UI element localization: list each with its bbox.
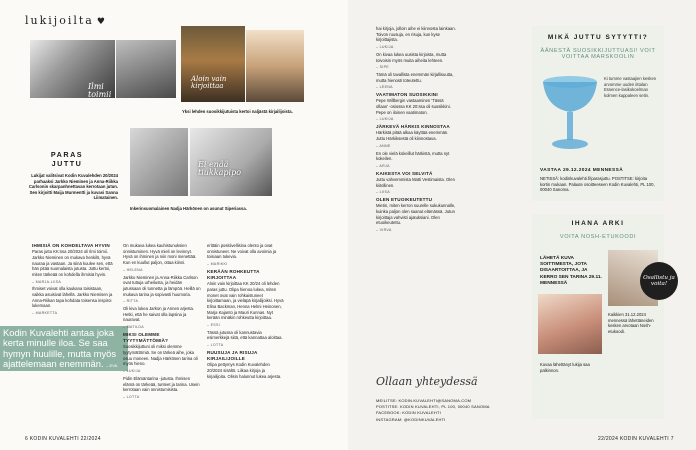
column-paragraph: Paras juttu KK:ssa 20/2024 oli Ilmi toimii. Jarkko Nieminen on mukava henkilö, hyvä nauraa ja vastaan. Ja siinä kuulee sen, että hän pitää suomalaista jutusta. Juttu kertoi, miten tärkeää on kohdella ihmisiä hyvin.	[32, 249, 113, 277]
photo-nadja-portrait	[190, 128, 272, 196]
column-heading: KERÄÄN ROHKEUTTA KIRJOITTAA	[207, 268, 260, 281]
reader-signature: – MARJA-LIISA	[32, 279, 62, 284]
contest-box-detail: Kaikkien 31.12.2024 mennessä lähettäneiden kesken arvotaan Nosh-etukoodi.	[608, 312, 654, 334]
photo-writer-portrait	[246, 30, 304, 102]
column-paragraph: hai kirjoja, jolloin aihe ei kiinnosta lainkaan. Toivon ruusuja, en risuja, kun kyse kirjoittajista.	[376, 26, 456, 43]
vote-box-title: MIKÄ JUTTU SYTYTTI?	[547, 34, 649, 41]
vote-box-sub: ÄÄNESTÄ SUOSIKKIJUTTUASI! VOIT VOITTAA MARSKOOLIN	[540, 48, 656, 60]
heart-icon: ♥	[96, 17, 107, 27]
vote-box-info: NETISSÄ: kodinkuvalehti.fi/parasjuttu. POSTITSE: kirjoita kortin mukaan. Palaute osoitteeseen Kodin Kuvalehti, PL 100, 00040 Sanoma.	[540, 176, 655, 193]
photo-contest-box	[532, 214, 664, 419]
vote-box-deadline: VASTAA 29.12.2024 MENNESSÄ	[540, 168, 624, 173]
reader-signature: – LIISA	[376, 190, 390, 195]
column-paragraph: On mukava lukea kauhistunuksien onnistuminen. Hyvä mieli on levinnyt. Hyvä on ihminen ja niin moni menettää. Kun en kuullut paljon, ottaa kiinni.	[123, 243, 197, 266]
reader-signature: – LOTTA	[207, 343, 224, 348]
column-paragraph: Suosikkijuttuni oli miksi olemme tyytymättömiä. Se on tärkeä aihe, joka osuu moneen. Nadja Härkösen tarina oli myös hieno.	[123, 344, 198, 367]
column-paragraph: Ihmiset voivat olla kaukana toisistaan, vaikka asuisivat lähellä. Jarkko Niemisen ja Anna-Riikan tapa kohdata toisensa inspiroi lukemaan.	[32, 286, 113, 309]
contest-photo	[538, 294, 602, 354]
column-paragraph: En ole vielä kokeillut härkistä, mutta nyt kokeilen.	[376, 150, 450, 162]
column-paragraph: Pepe Willbergin vastaaminen 'Tässä ollaan' -osiossa KK 20:ssa oli suosikkini. Pepe on iloinen vaatimaton.	[376, 98, 451, 115]
reader-signature: – ESSI	[207, 322, 220, 327]
reader-signature: – LUKIJA	[376, 45, 394, 50]
column-2	[123, 243, 201, 402]
reader-signature: – RITTA	[123, 299, 139, 304]
contact-instagram[interactable]: INSTAGRAM: @KODINKUVALEHTI	[376, 416, 446, 422]
section-heading: lukijoilta ♥	[25, 14, 107, 27]
column-heading: VAATIMATON SUOSIKKINI	[376, 92, 438, 98]
best-story-text: Lukijat valitsivat Kodin Kuvalehden 20/2024 parhaaksi Jarkko Nieminen ja Anna-Riikka Carlsonin skarpanhnettavan kerrotaan jutun. Sen kirjoitti Maija Murmentti ja kuvasi Sanna Liimatainen.	[28, 173, 118, 201]
column-paragraph: Jarkko Nieminen ja Anna-Riikka Carlson ovat tuttuja urheilusta, ja heidän jutussaan oli tunnetta ja lämpöä. Heillä on mukava tarina ja sopivasti huumoria.	[123, 274, 201, 297]
photo-jarkko-anna	[30, 40, 115, 98]
photo-caption-1: Ilmi toimii	[88, 82, 112, 98]
pull-quote	[0, 326, 128, 371]
reader-signature: – HELENA	[123, 267, 143, 272]
caption-bottom: Inkerinsuomalainen Nadja Härkönen on asunut Siperiassa.	[130, 206, 247, 211]
reader-signature: – LEENA	[376, 85, 393, 90]
reader-signature: – MATILDA	[123, 325, 145, 330]
reader-signature: – LOTTA	[123, 394, 140, 399]
participate-stamp: Osallistu ja voita!	[640, 262, 678, 300]
left-footer: 6 KODIN KUVALEHTI 22/2024	[25, 436, 101, 442]
column-heading: MIKSI OLEMME TYYTYMÄTTÖMIÄ?	[123, 331, 169, 344]
reader-signature: – LUKIJA	[123, 368, 141, 373]
contact-email[interactable]: MEILITSE: KODIN.KUVALEHTI@SANOMA.COM	[376, 398, 472, 403]
column-3	[207, 243, 285, 381]
vote-box	[532, 26, 664, 201]
photo-nadja	[130, 128, 188, 196]
glass-bowl-icon	[540, 68, 600, 158]
photo-couple	[116, 40, 176, 98]
contact-list	[376, 398, 506, 423]
photo-caption-2: Aloin vain kirjoittaa	[191, 75, 227, 91]
contact-title: Ollaan yhteydessä	[376, 375, 478, 388]
column-paragraph: Olipa pettymys Kodin Kuvalehden 20/2024 sisältö. Liikaa kirjoja ja kirjailijoita. Olisin halunnut lukea arjesta.	[207, 362, 282, 379]
contest-box-winner: Kuvaa lähettänyt lukija saa palkinnon.	[540, 362, 590, 373]
column-heading: OLEN ETUOIKEUTETTU	[376, 197, 433, 203]
contest-box-title: IHANA ARKI	[571, 220, 625, 227]
contest-box-text: LÄHETÄ KUVA SOITTIMESTA, JOTA DISAARTOITTAA, JA KERRO SEN TARINA 29.11. MENNESSÄ	[540, 256, 602, 286]
column-paragraph: On kivaa lukea uusista kirjoista, mutta toivoisin myös muita aiheita lehteen.	[376, 51, 447, 63]
photo-caption-3: Ei enää tiukkapipo	[198, 160, 242, 178]
contact-post: POSTITSE: KODIN KUVALEHTI, PL 100, 00040 SANOMA	[376, 404, 490, 410]
column-heading: IHMISIÄ ON KOHDELTAVA HYVIN	[32, 243, 110, 248]
column-paragraph: Juttu vahvemmista Matti Vestimaista. Olen kiitollinen.	[376, 177, 455, 188]
contact-facebook[interactable]: FACEBOOK: KODIN KUVALEHTI	[376, 410, 441, 416]
column-paragraph: Härkistä pitää alkaa käyttää enemmän. Juttu Härkiksestä oli kiinnostava.	[376, 130, 449, 142]
column-heading: KAIKESTA VOI SELVITÄ	[376, 170, 433, 176]
vote-box-text: Ki tumme vastaajien kesken arvomme uuden iittalan Essence-lasikokoelman kolmen kappaleen setin.	[604, 76, 657, 98]
caption-top: Yksi lehden suosikkijutuista kertoi naljästä kirjailijoista.	[182, 109, 293, 114]
best-story-title: PARAS JUTTU	[50, 150, 84, 168]
column-paragraph: Pidin Elämäntarina -jutusta. Ihmisen elämä on tärkeää, tunteet ja tarina. Usein kerrotaan vain onnistumisista.	[123, 375, 200, 393]
reader-signature: – VIRVA	[376, 228, 392, 233]
reader-signature: – ARJA	[376, 164, 390, 168]
column-paragraph: erittäin positiivellisina olento ja ovat onnistuneet. Ne voivat olla avoimia ja toisiaan tukevia.	[207, 243, 277, 260]
column-paragraph: Aloin vain kirjoittaa KK 20/24 oli lehden paras juttu. Olipa hienoa lukea, miten monet ovat vain rohkaistuneet kirjoittamaan, ja vieläpä kirjailijoiksi. Hyvä Elina Backman, Henna Helmi Heinonen, Marja Kajanto ja Mauri Kunnas. Nyt kerään minäkin rohkeutta kirjoittaa.	[207, 281, 284, 321]
column-paragraph: Oli kiva lukea Jarkon ja Annen arjesta. Hetki, että he saivat olla lapsina ja nauravat.	[123, 306, 194, 323]
column-1	[32, 243, 114, 318]
column-paragraph: Tässä jutussa oli kannustavia esimerkkejä siitä, että kannattaa aloittaa.	[207, 329, 283, 341]
reader-signature: – ANNE	[376, 143, 391, 148]
photo-writers	[181, 26, 245, 102]
column-paragraph: Tämä oli tavallista enemmän kirjallisuutta, mutta hienosti toteutettu.	[376, 72, 454, 83]
pull-quote-sig: – EVA	[106, 363, 118, 369]
column-heading: RUUSUJA JA RISUJA KIRJAILIJOILLE	[207, 349, 258, 362]
contest-box-sub: VOITA NOSH-ETUKOODI	[559, 234, 637, 240]
column-paragraph: Mietin, miten kerron suurelle sukukunnalle, kuinka paljon olen saanut elämässä. Jutun kirjoittaja vahvisti ajatuksiani. Olen etuoikeutettu.	[376, 203, 456, 226]
reader-signature: – MARKETTA	[32, 311, 58, 316]
reader-signature: – MARIKKI	[207, 262, 228, 267]
pull-quote-text: Kodin Kuvalehti antaa joka kerta minulle iloa. Se saa hymyn huulille, mutta myös ajattelemaan enemmän.	[3, 327, 117, 370]
reader-signature: – LUKIJA	[376, 117, 394, 122]
column-heading: JÄRKEVÄ HÄRKIS KINNOSTAA	[376, 124, 450, 130]
right-footer: 22/2024 KODIN KUVALEHTI 7	[598, 436, 674, 442]
reader-signature: – SIPE	[376, 65, 389, 70]
